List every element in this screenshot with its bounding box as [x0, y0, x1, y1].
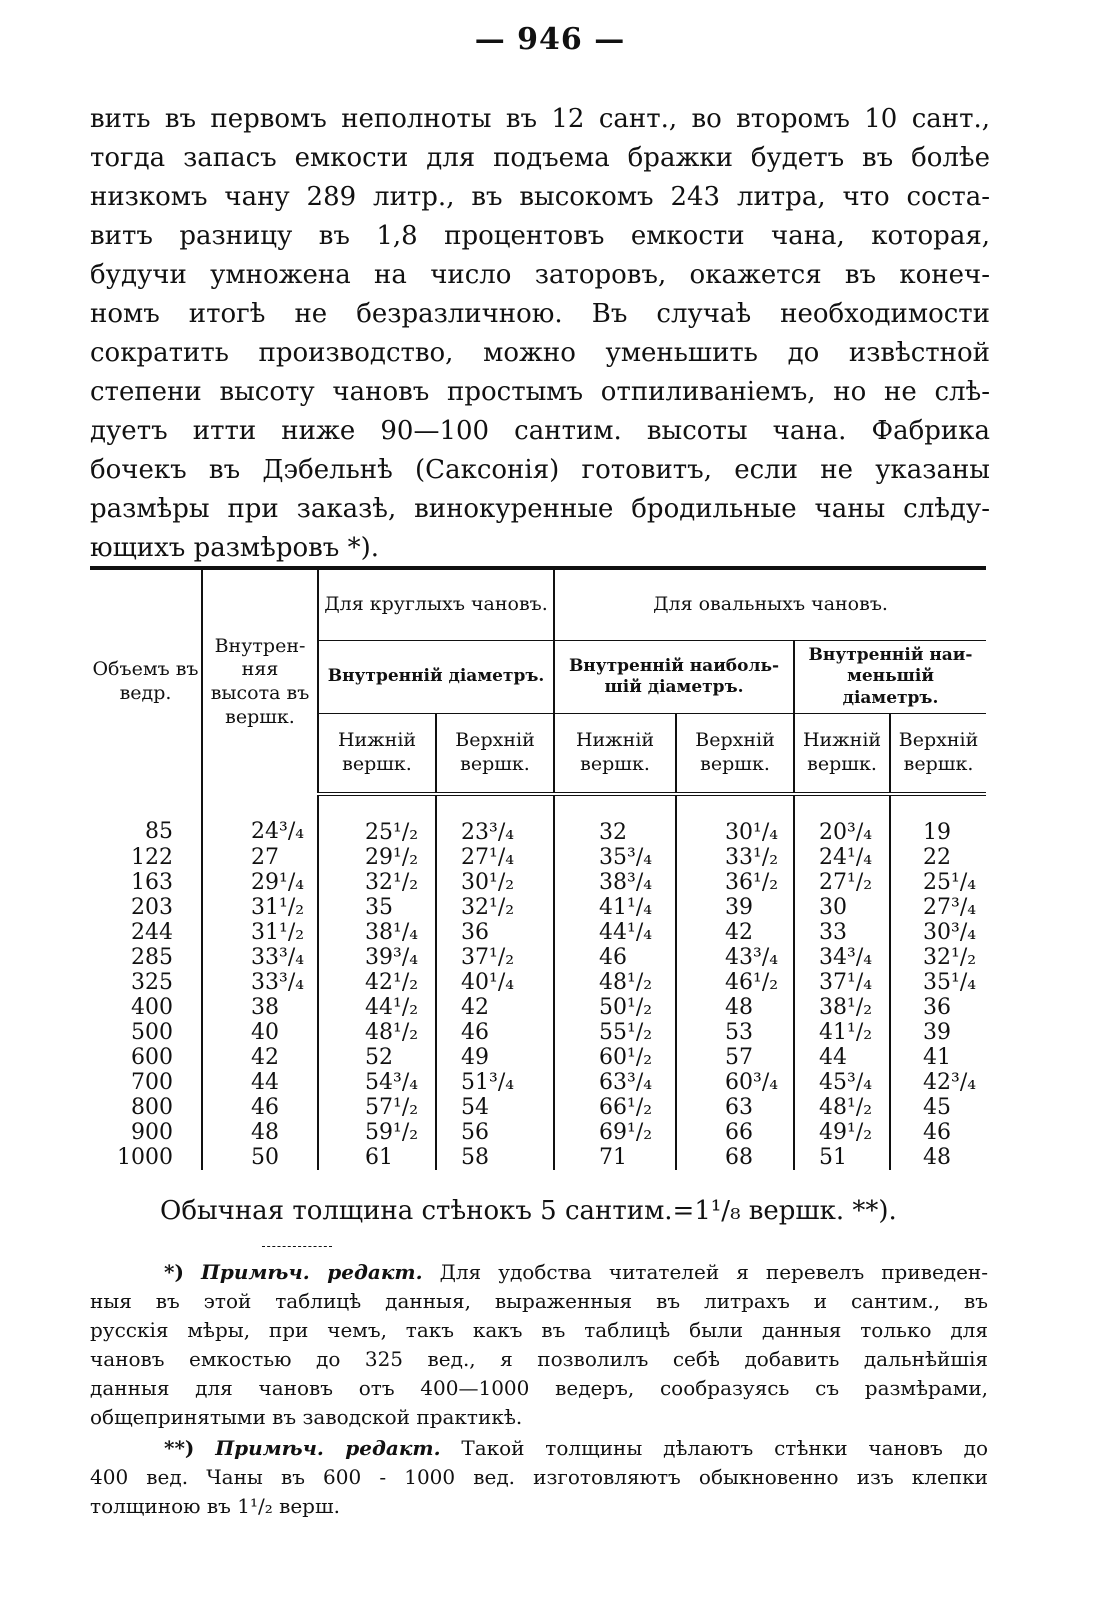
table-cell: 38¹/₄: [318, 920, 436, 945]
table-cell: 48: [202, 1120, 318, 1145]
table-row: [90, 1145, 986, 1170]
table-cell: 30³/₄: [890, 920, 986, 945]
header-oval-min-upper: Верхній вершк.: [890, 714, 986, 795]
header-round-diameter: Внутренній діаметръ.: [318, 641, 554, 714]
table-cell: 48: [676, 995, 794, 1020]
table-cell: 49¹/₂: [794, 1120, 890, 1145]
table-cell: 36: [890, 995, 986, 1020]
table-cell: 42: [436, 995, 554, 1020]
table-cell: 46: [202, 1095, 318, 1120]
table-cell: 34³/₄: [794, 945, 890, 970]
footnote-line: данныя для чановъ отъ 400—1000 ведеръ, сообразуясь съ размѣрами,: [90, 1376, 988, 1400]
table-cell: 36¹/₂: [676, 870, 794, 895]
table-cell: 38¹/₂: [794, 995, 890, 1020]
table-cell: 122: [131, 845, 173, 870]
table-cell: 58: [436, 1145, 554, 1170]
table-cell: 44¹/₄: [554, 920, 676, 945]
table-cell: 29¹/₄: [202, 870, 318, 895]
table-cell: 40¹/₄: [436, 970, 554, 995]
table-row: [90, 870, 986, 895]
table-cell: 32: [554, 794, 676, 845]
table-cell: 48¹/₂: [318, 1020, 436, 1045]
header-inner-height: Внутрен- няя высота въ вершк.: [202, 568, 318, 794]
table-cell: 30¹/₄: [676, 794, 794, 845]
table-row: [90, 1095, 986, 1120]
table-cell: 40: [202, 1020, 318, 1045]
table-cell: 48¹/₂: [554, 970, 676, 995]
body-line: размѣры при заказѣ, винокуренные бродильные чаны слѣду-: [90, 494, 990, 524]
table-cell: 33³/₄: [202, 945, 318, 970]
table-cell: 39: [890, 1020, 986, 1045]
table-cell: 35¹/₄: [890, 970, 986, 995]
footnote-mark: *): [164, 1260, 184, 1284]
table-cell: 1000: [117, 1145, 173, 1170]
body-line: ющихъ размѣровъ *).: [90, 533, 379, 563]
page-number: — 946 —: [474, 22, 626, 57]
table-cell: 39³/₄: [318, 945, 436, 970]
vat-dimensions-table: [90, 566, 986, 1170]
table-cell: 48: [890, 1145, 986, 1170]
header-round-vats: Для круглыхъ чановъ.: [318, 568, 554, 641]
table-row: [90, 1120, 986, 1145]
table-cell: 31¹/₂: [202, 895, 318, 920]
table-cell: 44: [202, 1070, 318, 1095]
table-cell: 55¹/₂: [554, 1020, 676, 1045]
table-cell: 700: [131, 1070, 173, 1095]
table-cell: 45³/₄: [794, 1070, 890, 1095]
header-oval-min-lower: Нижній вершк.: [794, 714, 890, 795]
table-row: [90, 794, 986, 845]
body-paragraph: [90, 100, 990, 568]
table-cell: 41¹/₄: [554, 895, 676, 920]
table-cell: 53: [676, 1020, 794, 1045]
header-oval-vats: Для овальныхъ чановъ.: [554, 568, 986, 641]
table-cell: 48¹/₂: [794, 1095, 890, 1120]
table-cell: 41¹/₂: [794, 1020, 890, 1045]
table-cell: 37¹/₄: [794, 970, 890, 995]
table-cell: 285: [131, 945, 173, 970]
table-cell: 31¹/₂: [202, 920, 318, 945]
table-row: [90, 945, 986, 970]
table-cell: 30: [794, 895, 890, 920]
table-cell: 25¹/₂: [318, 794, 436, 845]
table-cell: 42¹/₂: [318, 970, 436, 995]
table-cell: 49: [436, 1045, 554, 1070]
table-cell: 42: [202, 1045, 318, 1070]
table-cell: 35³/₄: [554, 845, 676, 870]
footnote-line: [90, 1258, 988, 1287]
table-cell: 71: [554, 1145, 676, 1170]
table-cell: 50: [202, 1145, 318, 1170]
table-row: [90, 1020, 986, 1045]
table-cell: 45: [890, 1095, 986, 1120]
body-line: сократить производство, можно уменьшить до извѣстной: [90, 338, 990, 368]
table-cell: 900: [131, 1120, 173, 1145]
table-cell: 30¹/₂: [436, 870, 554, 895]
table-row: [90, 1070, 986, 1095]
table-cell: 57¹/₂: [318, 1095, 436, 1120]
table-cell: 60¹/₂: [554, 1045, 676, 1070]
table-cell: 63³/₄: [554, 1070, 676, 1095]
table-cell: 50¹/₂: [554, 995, 676, 1020]
footnote-line: русскія мѣры, при чемъ, такъ какъ въ таблицѣ были данныя только для: [90, 1318, 988, 1342]
table-cell: 39: [676, 895, 794, 920]
table-cell: 46: [890, 1120, 986, 1145]
footnote-editor-label: Примѣч. редакт.: [215, 1436, 441, 1460]
footnote-mark: **): [164, 1436, 195, 1460]
table-cell: 44¹/₂: [318, 995, 436, 1020]
body-line: витъ разницу въ 1,8 процентовъ емкости чана, которая,: [90, 221, 990, 251]
table-cell: 46¹/₂: [676, 970, 794, 995]
table-cell: 54³/₄: [318, 1070, 436, 1095]
footnote-line: чановъ емкостью до 325 вед., я позволилъ себѣ добавить дальнѣйшія: [90, 1347, 988, 1371]
footnotes: [90, 1258, 988, 1521]
footnote-line: [90, 1434, 988, 1463]
table-cell: 163: [131, 870, 173, 895]
table-row: [90, 845, 986, 870]
table-cell: 68: [676, 1145, 794, 1170]
table-cell: 59¹/₂: [318, 1120, 436, 1145]
body-line: вить въ первомъ неполноты въ 12 сант., во второмъ 10 сант.,: [90, 104, 990, 134]
table-cell: 66: [676, 1120, 794, 1145]
footnote-line: общепринятыми въ заводской практикѣ.: [90, 1405, 523, 1429]
footnote-divider: [262, 1246, 332, 1247]
footnote-text: Для удобства читателей я перевелъ приведен-: [439, 1260, 989, 1284]
table-cell: 600: [131, 1045, 173, 1070]
table-cell: 51: [794, 1145, 890, 1170]
table-cell: 24¹/₄: [794, 845, 890, 870]
table-cell: 36: [436, 920, 554, 945]
table-cell: 19: [890, 794, 986, 845]
table-cell: 23³/₄: [436, 794, 554, 845]
table-cell: 54: [436, 1095, 554, 1120]
table-cell: 500: [131, 1020, 173, 1045]
table-cell: 60³/₄: [676, 1070, 794, 1095]
table-cell: 32¹/₂: [890, 945, 986, 970]
header-oval-min-diameter: Внутренній наи-меньшій діаметръ.: [794, 641, 986, 714]
footnote-text: Такой толщины дѣлаютъ стѣнки чановъ до: [461, 1436, 989, 1460]
body-line: степени высоту чановъ простымъ отпиливаніемъ, но не слѣ-: [90, 377, 990, 407]
footnote-line: ныя въ этой таблицѣ данныя, выраженныя въ литрахъ и сантим., въ: [90, 1289, 988, 1313]
table-row: [90, 895, 986, 920]
table-cell: 33: [794, 920, 890, 945]
table-cell: 42: [676, 920, 794, 945]
table-cell: 52: [318, 1045, 436, 1070]
table-cell: 46: [554, 945, 676, 970]
body-line: низкомъ чану 289 литр., въ высокомъ 243 литра, что соста-: [90, 182, 990, 212]
body-line: будучи умножена на число заторовъ, окажется въ конеч-: [90, 260, 990, 290]
table-cell: 38³/₄: [554, 870, 676, 895]
table-row: [90, 995, 986, 1020]
table-cell: 63: [676, 1095, 794, 1120]
header-oval-max-diameter: Внутренній наиболь-шій діаметръ.: [554, 641, 794, 714]
table-cell: 69¹/₂: [554, 1120, 676, 1145]
body-line: тогда запасъ емкости для подъема бражки будетъ въ болѣе: [90, 143, 990, 173]
table-cell: 56: [436, 1120, 554, 1145]
table-cell: 325: [131, 970, 173, 995]
table-cell: 35: [318, 895, 436, 920]
table-cell: 29¹/₂: [318, 845, 436, 870]
table-cell: 400: [131, 995, 173, 1020]
table-cell: 43³/₄: [676, 945, 794, 970]
table-cell: 33¹/₂: [676, 845, 794, 870]
body-line: номъ итогѣ не безразличною. Въ случаѣ необходимости: [90, 299, 990, 329]
table-cell: 800: [131, 1095, 173, 1120]
footnote-line: толщиною въ 1¹/₂ верш.: [90, 1494, 340, 1518]
table-cell: 27¹/₂: [794, 870, 890, 895]
table-cell: 20³/₄: [794, 794, 890, 845]
table-cell: 57: [676, 1045, 794, 1070]
table-cell: 32¹/₂: [318, 870, 436, 895]
table-row: [90, 970, 986, 995]
table-cell: 37¹/₂: [436, 945, 554, 970]
table-cell: 22: [890, 845, 986, 870]
table-row: [90, 920, 986, 945]
table-cell: 44: [794, 1045, 890, 1070]
table-cell: 51³/₄: [436, 1070, 554, 1095]
table-cell: 61: [318, 1145, 436, 1170]
table-cell: 24³/₄: [202, 794, 318, 845]
wall-thickness-note: Обычная толщина стѣнокъ 5 сантим.=1¹/₈ вершк. **).: [160, 1196, 897, 1226]
header-round-lower: Нижній вершк.: [318, 714, 436, 795]
table-cell: 46: [436, 1020, 554, 1045]
table-cell: 42³/₄: [890, 1070, 986, 1095]
table-cell: 25¹/₄: [890, 870, 986, 895]
table-cell: 27¹/₄: [436, 845, 554, 870]
header-round-upper: Верхній вершк.: [436, 714, 554, 795]
table-cell: 33³/₄: [202, 970, 318, 995]
table-cell: 27³/₄: [890, 895, 986, 920]
body-line: дуетъ итти ниже 90—100 сантим. высоты чана. Фабрика: [90, 416, 990, 446]
footnote-line: 400 вед. Чаны въ 600 - 1000 вед. изготовляютъ обыкновенно изъ клепки: [90, 1465, 988, 1489]
table-cell: 203: [131, 895, 173, 920]
table-cell: 38: [202, 995, 318, 1020]
table-cell: 244: [131, 920, 173, 945]
table-cell: 27: [202, 845, 318, 870]
footnote-editor-label: Примѣч. редакт.: [200, 1260, 423, 1284]
table-cell: 32¹/₂: [436, 895, 554, 920]
header-volume: Объемъ въ ведр.: [90, 568, 202, 794]
table-cell: 85: [145, 819, 173, 844]
table-cell: 66¹/₂: [554, 1095, 676, 1120]
header-oval-max-upper: Верхній вершк.: [676, 714, 794, 795]
table-row: [90, 1045, 986, 1070]
table-cell: 41: [890, 1045, 986, 1070]
body-line: бочекъ въ Дэбельнѣ (Саксонія) готовитъ, если не указаны: [90, 455, 990, 485]
header-oval-max-lower: Нижній вершк.: [554, 714, 676, 795]
